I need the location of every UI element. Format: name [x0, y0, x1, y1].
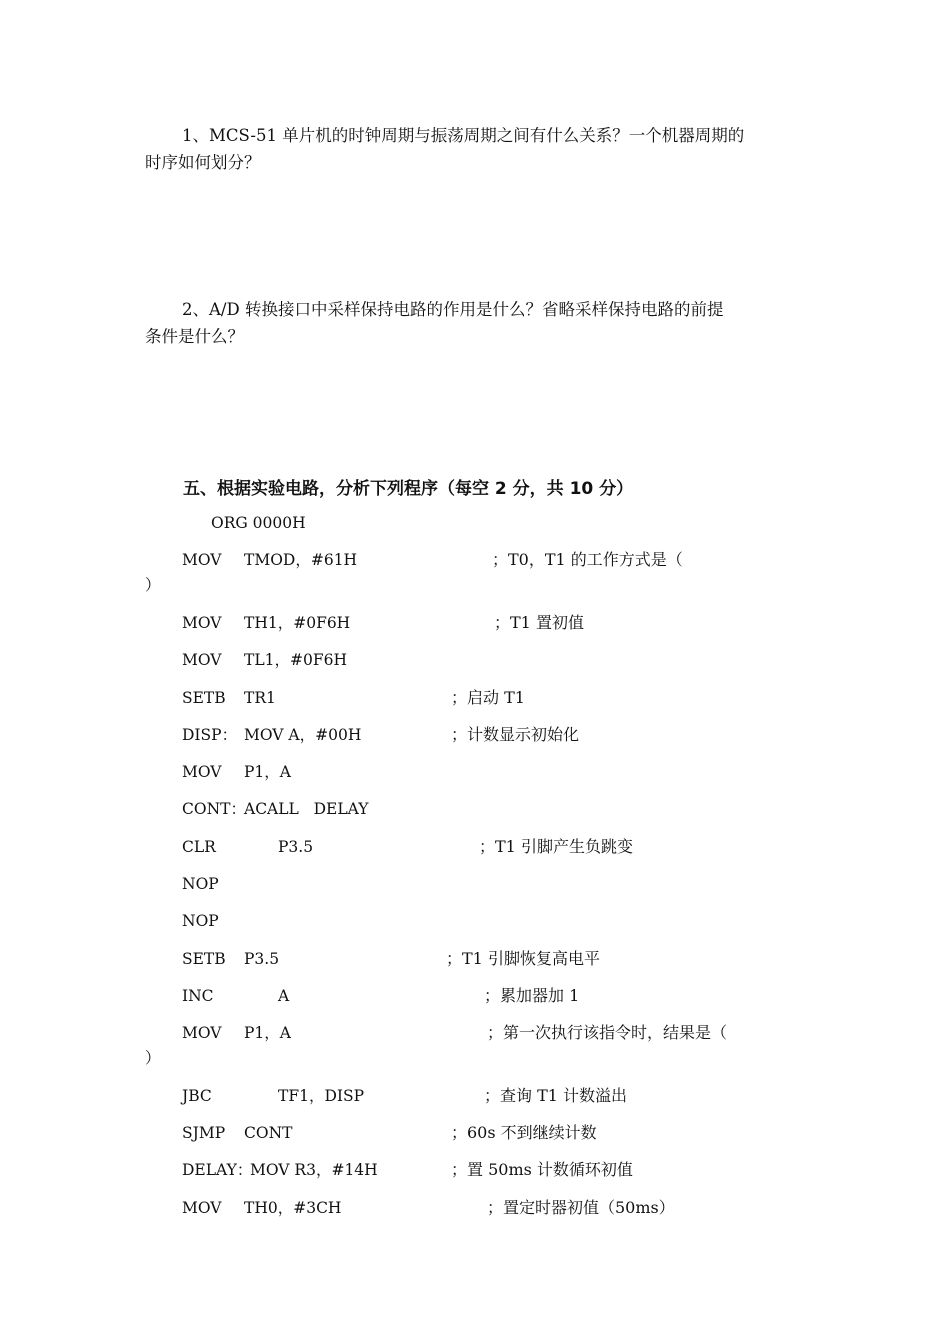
code-comment: ；第一次执行该指令时，结果是（	[487, 1023, 728, 1042]
code-arg: TL1，#0F6H	[244, 651, 347, 669]
code-op: DISP：	[182, 726, 238, 744]
code-comment: ；计数显示初始化	[451, 725, 580, 744]
code-arg: P1，A	[244, 763, 291, 781]
question-1	[145, 122, 810, 176]
code-op: MOV	[182, 1199, 222, 1217]
code-op: ORG 0000H	[211, 514, 306, 532]
code-op: DELAY：	[182, 1161, 253, 1179]
code-comment: ；T1 置初值	[494, 613, 584, 632]
question-2-line1: 2、A/D 转换接口中采样保持电路的作用是什么？省略采样保持电路的前提	[182, 300, 724, 319]
code-comment: ；查询 T1 计数溢出	[484, 1086, 628, 1105]
code-op: SETB	[182, 950, 226, 968]
code-op: CLR	[182, 838, 216, 856]
code-op: NOP	[182, 912, 219, 930]
code-arg: MOV A，#00H	[244, 726, 362, 744]
code-op: MOV	[182, 763, 222, 781]
code-comment: ；T1 引脚恢复高电平	[446, 949, 600, 968]
code-op: SETB	[182, 689, 226, 707]
answer-blank-close: ）	[145, 576, 161, 594]
code-op: MOV	[182, 1024, 222, 1042]
code-arg: MOV R3，#14H	[250, 1161, 378, 1179]
code-comment: ；60s 不到继续计数	[451, 1123, 597, 1142]
code-arg: P3.5	[244, 950, 280, 968]
code-arg: TF1，DISP	[278, 1087, 365, 1105]
code-arg: CONT	[244, 1124, 293, 1142]
code-comment: ；置 50ms 计数循环初值	[451, 1160, 633, 1179]
code-arg: P3.5	[278, 838, 314, 856]
question-2	[145, 296, 810, 350]
code-comment: ；累加器加 1	[484, 986, 580, 1005]
code-op: INC	[182, 987, 214, 1005]
code-op: SJMP	[182, 1124, 226, 1142]
code-arg: TH1，#0F6H	[244, 614, 351, 632]
code-arg: TMOD，#61H	[244, 551, 358, 569]
code-comment: ；置定时器初值（50ms）	[487, 1198, 675, 1217]
code-comment: ；启动 T1	[451, 688, 525, 707]
question-2-line2: 条件是什么？	[145, 327, 244, 346]
answer-blank-close: ）	[145, 1049, 161, 1067]
code-comment: ；T0，T1 的工作方式是（	[492, 550, 683, 569]
code-op: MOV	[182, 551, 222, 569]
code-arg: P1，A	[244, 1024, 291, 1042]
code-arg: TH0，#3CH	[244, 1199, 342, 1217]
section-heading: 五、根据实验电路，分析下列程序（每空 2 分，共 10 分）	[183, 479, 634, 499]
code-op: NOP	[182, 875, 219, 893]
question-1-line2: 时序如何划分？	[145, 153, 261, 172]
code-comment: ；T1 引脚产生负跳变	[479, 837, 633, 856]
code-op: CONT：	[182, 800, 246, 818]
code-op: MOV	[182, 651, 222, 669]
code-arg: TR1	[244, 689, 276, 707]
code-op: MOV	[182, 614, 222, 632]
question-1-line1: 1、MCS-51 单片机的时钟周期与振荡周期之间有什么关系？一个机器周期的	[182, 126, 745, 145]
code-op: JBC	[182, 1087, 212, 1105]
code-arg: ACALL DELAY	[244, 800, 369, 818]
code-arg: A	[278, 987, 290, 1005]
